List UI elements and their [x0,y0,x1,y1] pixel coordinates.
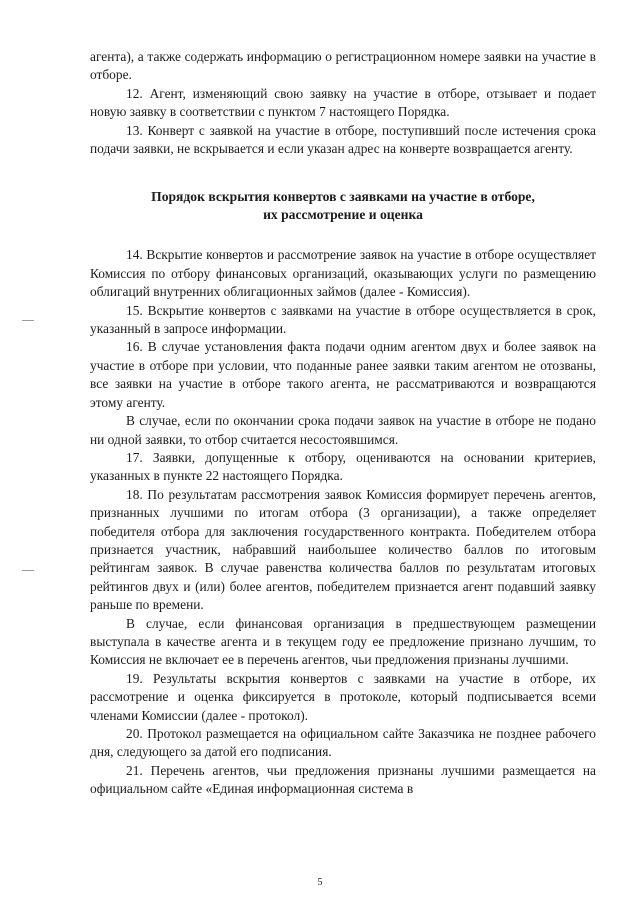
paragraph: В случае, если по окончании срока подачи заявок на участие в отборе не подано ни одной заявки, то отбор считается несостоявшимся. [90,413,596,447]
paragraph: 17. Заявки, допущенные к отбору, оцениваются на основании критериев, указанных в пункте 22 настоящего Порядка. [90,449,596,484]
paragraph: 13. Конверт с заявкой на участие в отборе, поступивший после истечения срока подачи заявки, не вскрывается и если указан адрес на конверте возвращается агенту. [90,122,596,157]
paragraph: агента), а также содержать информацию о регистрационном номере заявки на участие в отборе. [90,49,596,83]
paragraph: 12. Агент, изменяющий свою заявку на участие в отборе, отзывает и подает новую заявку в соответствии с пунктом 7 настоящего Порядка. [90,85,596,120]
section-heading [90,188,596,224]
paragraph: 21. Перечень агентов, чьи предложения признаны лучшими размещается на официальном сайте «Единая информационная система в [90,762,596,797]
section-heading-line: Порядок вскрытия конвертов с заявками на участие в отборе, [151,189,535,205]
paragraph: 14. Вскрытие конвертов и рассмотрение заявок на участие в отборе осуществляет Комиссия по отбору финансовых организаций, оказывающих услуги по размещению облигаций внутренних облигационных займов (далее - Комиссия). [90,247,596,300]
page-number: 5 [317,877,323,888]
paragraph: 15. Вскрытие конвертов с заявками на участие в отборе осуществляется в срок, указанный в запросе информации. [90,302,596,337]
paragraph: 20. Протокол размещается на официальном сайте Заказчика не позднее рабочего дня, следующего за датой его подписания. [90,726,596,760]
section-heading-line: их рассмотрение и оценка [263,207,423,223]
paragraph: 18. По результатам рассмотрения заявок Комиссия формирует перечень агентов, признанных лучшими по итогам отбора (3 организации), а также определяет победителя отбора для заключения государственного контракта. Победителем отбора признается участник, набравший наибольшее количество баллов по итоговым рейтингам заявок. В случае равенства количества баллов по результатам итоговых рейтингов двух и (или) более агентов, победителем признается агент подавший заявку раньше по времени. [90,486,596,613]
paragraph: В случае, если финансовая организация в предшествующем размещении выступала в качестве агента и в текущем году ее предложение признано лучшим, то Комиссия не включает ее в перечень агентов, чьи предложения признаны лучшими. [90,615,596,668]
margin-mark [22,570,34,571]
document-page [90,48,596,799]
margin-mark [22,320,34,321]
paragraph: 19. Результаты вскрытия конвертов с заявками на участие в отборе, их рассмотрение и оценка фиксируется в протоколе, который подписывается всеми членами Комиссии (далее - протокол). [90,670,596,723]
paragraph: 16. В случае установления факта подачи одним агентом двух и более заявок на участие в отборе при условии, что поданные ранее заявки таким агентом не отозваны, все заявки на участие в отборе такого агента, не рассматриваются и возвращаются этому агенту. [90,339,596,410]
